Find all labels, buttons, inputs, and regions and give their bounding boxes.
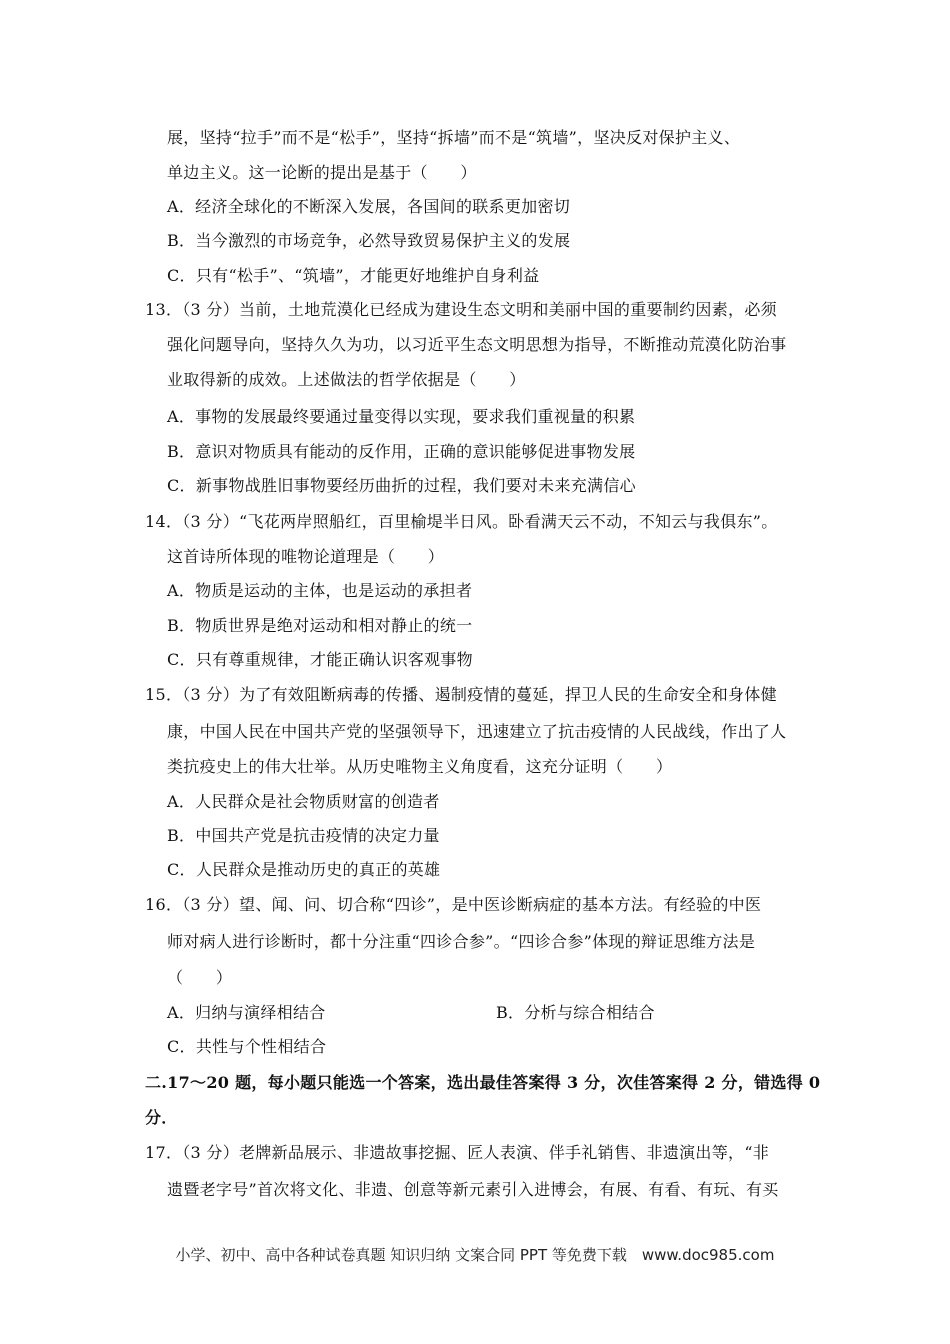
q12-continuation-line-2: 单边主义。这一论断的提出是基于（ ） [167, 163, 477, 182]
q14-stem-line-1: 14．（3 分）“飞花两岸照船红，百里榆堤半日风。卧看满天云不动，不知云与我俱东”。 [145, 512, 778, 531]
q12-option-a: A．经济全球化的不断深入发展，各国间的联系更加密切 [167, 197, 571, 216]
q15-stem-line-1: 15．（3 分）为了有效阻断病毒的传播、遏制疫情的蔓延，捍卫人民的生命安全和身体健 [145, 685, 777, 704]
q15-option-a: A．人民群众是社会物质财富的创造者 [167, 792, 440, 811]
q15-option-b: B．中国共产党是抗击疫情的决定力量 [167, 826, 440, 845]
section-2-heading-line-1: 二.17～20 题，每小题只能选一个答案，选出最佳答案得 3 分，次佳答案得 2 分，错选得 0 [145, 1073, 821, 1092]
q13-stem-line-1: 13．（3 分）当前，土地荒漠化已经成为建设生态文明和美丽中国的重要制约因素，必须 [145, 300, 777, 319]
q12-option-b: B．当今激烈的市场竞争，必然导致贸易保护主义的发展 [167, 231, 571, 250]
q17-stem-line-1: 17．（3 分）老牌新品展示、非遗故事挖掘、匠人表演、伴手礼销售、非遗演出等，“非 [145, 1143, 770, 1162]
q13-option-a: A．事物的发展最终要通过量变得以实现，要求我们重视量的积累 [167, 407, 636, 426]
q16-option-b: B．分析与综合相结合 [496, 1003, 655, 1022]
q14-option-a: A．物质是运动的主体，也是运动的承担者 [167, 581, 473, 600]
q16-stem-line-1: 16．（3 分）望、闻、问、切合称“四诊”，是中医诊断病症的基本方法。有经验的中医 [145, 895, 762, 914]
q15-stem-line-3: 类抗疫史上的伟大壮举。从历史唯物主义角度看，这充分证明（ ） [167, 757, 673, 776]
q14-option-b: B．物质世界是绝对运动和相对静止的统一 [167, 616, 473, 635]
q16-option-c: C．共性与个性相结合 [167, 1037, 327, 1056]
q13-option-c: C．新事物战胜旧事物要经历曲折的过程，我们要对未来充满信心 [167, 476, 636, 495]
q15-stem-line-2: 康，中国人民在中国共产党的坚强领导下，迅速建立了抗击疫情的人民战线，作出了人 [167, 722, 787, 741]
section-2-heading-line-2: 分． [145, 1108, 178, 1127]
q13-stem-line-2: 强化问题导向，坚持久久为功，以习近平生态文明思想为指导，不断推动荒漠化防治事 [167, 335, 787, 354]
q14-stem-line-2: 这首诗所体现的唯物论道理是（ ） [167, 547, 445, 566]
q14-option-c: C．只有尊重规律，才能正确认识客观事物 [167, 650, 473, 669]
q16-option-a: A．归纳与演绎相结合 [167, 1003, 326, 1022]
q16-stem-line-3: （ ） [167, 968, 233, 987]
q12-continuation-line-1: 展，坚持“拉手”而不是“松手”，坚持“拆墙”而不是“筑墙”，坚决反对保护主义、 [167, 128, 741, 147]
q12-option-c: C．只有“松手”、“筑墙”，才能更好地维护自身利益 [167, 266, 540, 285]
q13-option-b: B．意识对物质具有能动的反作用，正确的意识能够促进事物发展 [167, 442, 636, 461]
page-footer: 小学、初中、高中各种试卷真题 知识归纳 文案合同 PPT 等免费下载 www.doc985.com [175, 1246, 775, 1264]
q17-stem-line-2: 遗暨老字号”首次将文化、非遗、创意等新元素引入进博会，有展、有看、有玩、有买 [167, 1180, 779, 1199]
q15-option-c: C．人民群众是推动历史的真正的英雄 [167, 860, 441, 879]
q13-stem-line-3: 业取得新的成效。上述做法的哲学依据是（ ） [167, 370, 526, 389]
q16-stem-line-2: 师对病人进行诊断时，都十分注重“四诊合参”。“四诊合参”体现的辩证思维方法是 [167, 932, 756, 951]
